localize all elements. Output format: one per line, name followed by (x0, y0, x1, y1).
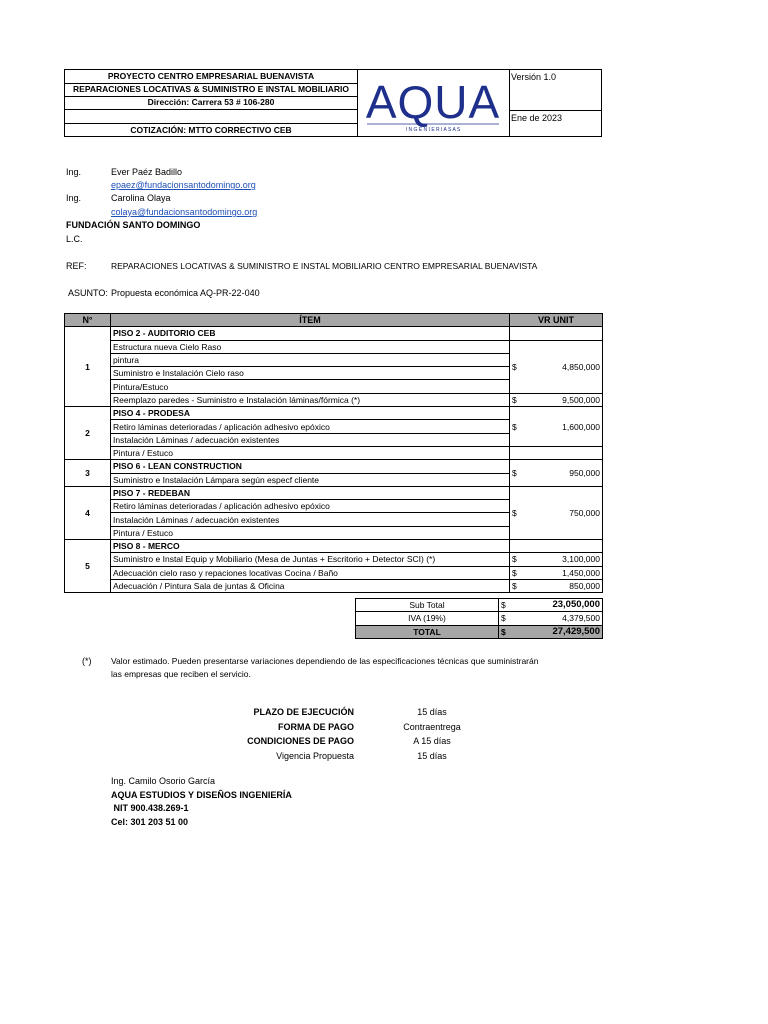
table-row (65, 553, 603, 566)
unit-value: 850,000 (524, 579, 603, 592)
item-description: Retiro láminas deterioradas / aplicación adhesivo epóxico (111, 420, 510, 433)
signature-company: AQUA ESTUDIOS Y DISEÑOS INGENIERÍA (111, 789, 292, 800)
header-row-project: PROYECTO CENTRO EMPRESARIAL BUENAVISTA (65, 70, 357, 84)
unit-value: 750,000 (524, 486, 603, 539)
header-version: Versión 1.0 (509, 70, 602, 111)
item-number: 5 (65, 540, 111, 593)
items-table-wrapper (64, 313, 602, 593)
totals-table (355, 598, 603, 639)
table-row (65, 486, 603, 499)
aqua-logo-text: AQUA (365, 76, 501, 128)
currency-symbol: $ (510, 486, 524, 539)
item-description: Pintura / Estuco (111, 526, 510, 539)
unit-value: 4,850,000 (524, 340, 603, 393)
floor-heading: PISO 6 - LEAN CONSTRUCTION (111, 460, 510, 473)
header-date: Ene de 2023 (511, 113, 563, 123)
asunto-label: ASUNTO: (68, 288, 108, 298)
table-row (65, 446, 603, 459)
item-description: Instalación Láminas / adecuación existentes (111, 513, 510, 526)
note-line-2: las empresas que reciben el servicio. (111, 669, 251, 679)
totals-row (356, 625, 603, 638)
totals-value: 23,050,000 (513, 599, 603, 612)
item-description: Adecuación / Pintura Sala de juntas & Oficina (111, 579, 510, 592)
recipient-1-title: Ing. (66, 167, 82, 177)
recipient-2-email[interactable]: colaya@fundacionsantodomingo.org (111, 207, 258, 217)
ref-label: REF: (66, 261, 87, 271)
signature-nit: NIT 900.438.269-1 (111, 803, 189, 813)
currency-symbol: $ (510, 340, 524, 393)
signature-phone: Cel: 301 203 51 00 (111, 816, 189, 827)
signature-name: Ing. Camilo Osorio García (111, 776, 216, 786)
recipient-2-title: Ing. (66, 193, 82, 203)
header-unit-value: VR UNIT (510, 314, 603, 327)
condition-value: Contraentrega (403, 721, 461, 732)
item-description: Suministro e Instalación Lámpara según especf cliente (111, 473, 510, 486)
item-description: Instalación Láminas / adecuación existentes (111, 433, 510, 446)
totals-row (356, 599, 603, 612)
unit-value: 9,500,000 (524, 393, 603, 406)
recipient-2-name: Carolina Olaya (111, 193, 171, 203)
recipient-1-email[interactable]: epaez@fundacionsantodomingo.org (111, 180, 256, 190)
item-number: 1 (65, 327, 111, 407)
recipient-1-name: Ever Paéz Badillo (111, 167, 183, 177)
unit-value: 950,000 (524, 460, 603, 487)
table-row (65, 566, 603, 579)
header-row-quote: COTIZACIÓN: MTTO CORRECTIVO CEB (130, 125, 292, 135)
signature-block (111, 775, 292, 829)
unit-value: 3,100,000 (524, 553, 603, 566)
items-table-header (65, 314, 603, 327)
totals-label: IVA (19%) (356, 612, 499, 625)
item-description: Estructura nueva Cielo Raso (111, 340, 510, 353)
totals-label: TOTAL (356, 625, 499, 638)
floor-heading: PISO 4 - PRODESA (111, 407, 510, 420)
items-table (64, 313, 603, 593)
totals-row (356, 612, 603, 625)
item-description: pintura (111, 353, 510, 366)
totals-block (355, 598, 602, 639)
unit-value: 1,600,000 (524, 407, 603, 447)
currency-symbol: $ (510, 566, 524, 579)
table-row (65, 327, 603, 340)
condition-value: A 15 días (413, 736, 451, 746)
item-description: Suministro e Instal Equip y Mobiliario (Mesa de Juntas + Escritorio + Detector SCI) (*) (111, 553, 510, 566)
header-row-scope: REPARACIONES LOCATIVAS & SUMINISTRO E INSTAL MOBILIARIO (65, 83, 357, 97)
condition-label: CONDICIONES DE PAGO (247, 736, 354, 746)
currency-symbol: $ (499, 625, 513, 638)
header-item: ÍTEM (111, 314, 510, 327)
floor-heading: PISO 7 - REDEBAN (111, 486, 510, 499)
header-number: N° (65, 314, 111, 327)
table-row (65, 407, 603, 420)
item-description: Suministro e Instalación Cielo raso (111, 367, 510, 380)
aqua-logo-subtitle: I N G E N I E R I A S A S (405, 127, 461, 133)
items-table-body (65, 327, 603, 593)
item-number: 4 (65, 486, 111, 539)
item-description: Reemplazo paredes - Suministro e Instalación láminas/fórmica (*) (111, 393, 510, 406)
aqua-logo (357, 70, 510, 137)
condition-label: Vigencia Propuesta (276, 750, 354, 761)
table-row (65, 393, 603, 406)
table-row (65, 540, 603, 553)
floor-heading: PISO 8 - MERCO (111, 540, 510, 553)
condition-value: 15 días (417, 750, 447, 761)
header-row-address: Dirección: Carrera 53 # 106-280 (65, 96, 357, 110)
ref-text: REPARACIONES LOCATIVAS & SUMINISTRO E INSTAL MOBILIARIO CENTRO EMPRESARIAL BUENAVISTA (111, 261, 538, 271)
table-row (65, 579, 603, 592)
currency-symbol: $ (510, 460, 524, 487)
city-code: L.C. (66, 234, 83, 244)
organization-name: FUNDACIÓN SANTO DOMINGO (66, 220, 201, 230)
item-number: 2 (65, 407, 111, 460)
condition-label: PLAZO DE EJECUCIÓN (253, 707, 354, 717)
item-description: Retiro láminas deterioradas / aplicación adhesivo epóxico (111, 500, 510, 513)
currency-symbol: $ (510, 553, 524, 566)
header-row-empty (65, 109, 357, 124)
document-header (64, 69, 602, 137)
item-description: Adecuación cielo raso y repaciones locativas Cocina / Baño (111, 566, 510, 579)
item-number: 3 (65, 460, 111, 487)
currency-symbol: $ (510, 407, 524, 447)
currency-symbol: $ (510, 579, 524, 592)
empty-value-cell (510, 540, 603, 553)
totals-value: 4,379,500 (513, 612, 603, 625)
item-description: Pintura / Estuco (111, 446, 510, 459)
floor-heading: PISO 2 - AUDITORIO CEB (111, 327, 510, 340)
condition-value: 15 días (417, 707, 447, 717)
header-title-block (65, 70, 358, 137)
currency-symbol: $ (499, 599, 513, 612)
unit-value: 1,450,000 (524, 566, 603, 579)
currency-symbol: $ (499, 612, 513, 625)
empty-value-cell (510, 327, 603, 340)
item-description: Pintura/Estuco (111, 380, 510, 393)
note-line-1: Valor estimado. Pueden presentarse variaciones dependiendo de las especificaciones técnicas que suministrarán (111, 656, 539, 666)
asunto-text: Propuesta económica AQ-PR-22-040 (111, 288, 260, 298)
currency-symbol: $ (510, 393, 524, 406)
aqua-logo-graphic (357, 70, 509, 137)
note-mark: (*) (82, 656, 92, 666)
condition-label: FORMA DE PAGO (278, 721, 354, 732)
table-row (65, 340, 603, 353)
empty-value-cell (510, 446, 603, 459)
table-row (65, 460, 603, 473)
totals-value: 27,429,500 (513, 625, 603, 638)
totals-label: Sub Total (356, 599, 499, 612)
